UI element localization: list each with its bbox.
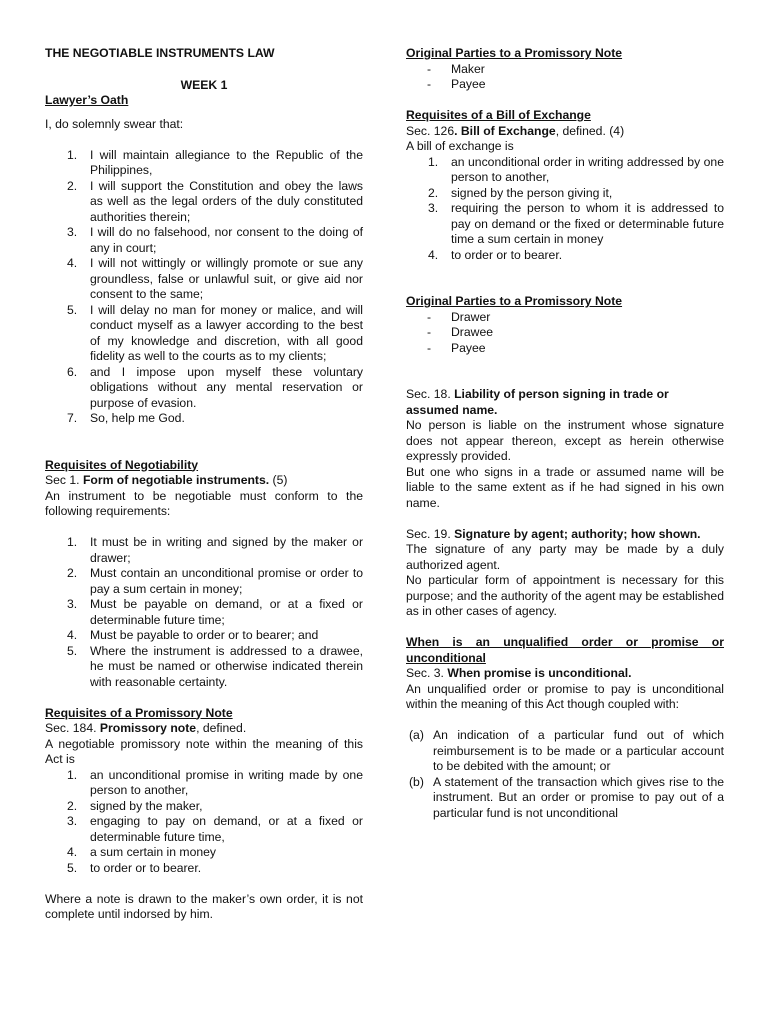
list-item bbox=[45, 628, 363, 644]
promissory-list bbox=[45, 768, 363, 877]
list-marker: 1. bbox=[428, 154, 439, 169]
oath-intro: I, do solemnly swear that: bbox=[45, 116, 184, 131]
sec18-paragraph-2: But one who signs in a trade or assumed name will be liable to the same extent as if he had signed in his own name. bbox=[406, 464, 724, 510]
list-item bbox=[45, 597, 363, 628]
list-item bbox=[406, 186, 724, 202]
negotiability-section-line bbox=[45, 473, 363, 489]
section-title: Form of negotiable instruments. bbox=[82, 473, 270, 487]
list-item-text: Must contain an unconditional promise or order to pay a sum certain in money; bbox=[90, 566, 363, 596]
list-item-text: An indication of a particular fund out of which reimbursement is to be made or a particular account to be debited with the amount; or bbox=[433, 728, 724, 773]
list-item bbox=[406, 310, 724, 326]
section-number: Sec. 19. bbox=[406, 526, 455, 541]
promissory-section-line bbox=[45, 721, 363, 737]
list-item-text: signed by the person giving it, bbox=[451, 185, 613, 200]
list-item bbox=[45, 861, 363, 877]
list-marker: 2. bbox=[67, 178, 78, 193]
list-marker: 3. bbox=[67, 597, 78, 611]
list-marker: - bbox=[427, 325, 432, 339]
list-item bbox=[45, 303, 363, 365]
section-number: Sec. 126 bbox=[406, 123, 455, 138]
list-marker: - bbox=[427, 77, 432, 91]
list-item-text: Drawer bbox=[451, 309, 491, 324]
section-suffix: , defined. bbox=[196, 721, 247, 735]
list-item-text: Payee bbox=[451, 340, 486, 355]
list-item-text: So, help me God. bbox=[90, 411, 185, 425]
list-item-text: Drawee bbox=[451, 325, 493, 339]
sec3-title-line bbox=[406, 666, 724, 682]
bill-section-line bbox=[406, 124, 724, 140]
list-item bbox=[406, 341, 724, 357]
list-marker: - bbox=[427, 61, 432, 76]
promissory-intro: A negotiable promissory note within the meaning of this Act is bbox=[45, 736, 363, 766]
promissory-heading: Requisites of a Promissory Note bbox=[45, 705, 233, 720]
list-item-text: I will do no falsehood, nor consent to the doing of any in court; bbox=[90, 225, 363, 255]
bill-heading: Requisites of a Bill of Exchange bbox=[406, 108, 591, 122]
list-marker: 1. bbox=[67, 147, 78, 162]
list-marker: 4. bbox=[67, 256, 78, 270]
list-item-text: A statement of the transaction which gives rise to the instrument. But an order or promise to pay out of a particular fund is not unconditional bbox=[433, 774, 724, 820]
list-item-text: Where the instrument is addressed to a drawee, he must be named or otherwise indicated therein with reasonable certainty. bbox=[90, 643, 363, 689]
list-item-text: Must be payable to order or to bearer; and bbox=[90, 628, 319, 642]
section-number: Sec. 184. bbox=[45, 721, 100, 735]
unconditional-list bbox=[406, 728, 724, 821]
list-marker: (a) bbox=[409, 728, 424, 742]
section-number: Sec. 3. bbox=[406, 666, 448, 680]
promissory-closing: Where a note is drawn to the maker’s own order, it is not complete until indorsed by him. bbox=[45, 891, 363, 921]
list-marker: 5. bbox=[67, 643, 78, 658]
list-item-text: It must be in writing and signed by the maker or drawer; bbox=[90, 535, 363, 565]
list-item-text: to order or to bearer. bbox=[90, 860, 202, 875]
list-marker: 3. bbox=[67, 225, 78, 239]
list-item-text: I will delay no man for money or malice, and will conduct myself as a lawyer according to the best of my knowledge and discretion, with all good fidelity as well to the courts as to my clients; bbox=[90, 302, 363, 363]
section-suffix: (5) bbox=[269, 473, 288, 487]
list-item bbox=[406, 155, 724, 186]
oath-heading: Lawyer’s Oath bbox=[45, 93, 129, 107]
section-number: Sec. 18. bbox=[406, 387, 455, 401]
list-item bbox=[406, 775, 724, 822]
section-number: Sec 1. bbox=[45, 473, 83, 487]
section-suffix: , defined. (4) bbox=[555, 123, 625, 138]
list-item-text: to order or to bearer. bbox=[451, 247, 563, 262]
unconditional-intro: An unqualified order or promise to pay is unconditional within the meaning of this Act though coupled with: bbox=[406, 681, 724, 711]
list-marker: - bbox=[427, 309, 432, 324]
right-column bbox=[406, 46, 724, 821]
sec18-paragraph-1: No person is liable on the instrument whose signature does not appear thereon, except as herein otherwise expressly provided. bbox=[406, 418, 724, 463]
list-item bbox=[45, 256, 363, 303]
list-item-text: Must be payable on demand, or at a fixed or determinable future time; bbox=[90, 597, 363, 627]
negotiability-list bbox=[45, 535, 363, 690]
list-item bbox=[45, 768, 363, 799]
negotiability-intro: An instrument to be negotiable must conform to the following requirements: bbox=[45, 488, 363, 518]
list-item bbox=[406, 248, 724, 264]
parties-bill-list bbox=[406, 310, 724, 357]
negotiability-heading: Requisites of Negotiability bbox=[45, 457, 199, 472]
list-item-text: Maker bbox=[451, 61, 485, 76]
list-item-text: requiring the person to whom it is addressed to pay on demand or the fixed or determinable future time a sum certain in money bbox=[451, 201, 724, 246]
document-title: THE NEGOTIABLE INSTRUMENTS LAW bbox=[45, 46, 275, 60]
list-item bbox=[45, 225, 363, 256]
list-item bbox=[45, 148, 363, 179]
section-title: Signature by agent; authority; how shown. bbox=[454, 526, 701, 541]
list-item bbox=[45, 566, 363, 597]
list-item bbox=[406, 201, 724, 248]
list-marker: 4. bbox=[67, 845, 78, 859]
bill-list bbox=[406, 155, 724, 264]
list-marker: 2. bbox=[67, 798, 78, 813]
list-item bbox=[45, 799, 363, 815]
list-marker: 1. bbox=[67, 535, 78, 549]
list-marker: 5. bbox=[67, 302, 78, 317]
list-item bbox=[45, 535, 363, 566]
list-item-text: engaging to pay on demand, or at a fixed or determinable future time, bbox=[90, 814, 363, 844]
list-marker: 7. bbox=[67, 411, 78, 425]
list-item-text: I will support the Constitution and obey the laws as well as the legal orders of the duly constituted authorities therein; bbox=[90, 178, 363, 224]
list-item-text: and I impose upon myself these voluntary obligations without any mental reservation or purpose of evasion. bbox=[90, 364, 363, 410]
list-item bbox=[406, 325, 724, 341]
sec18-title-line bbox=[406, 387, 724, 418]
list-marker: (b) bbox=[409, 774, 424, 789]
list-item bbox=[45, 411, 363, 427]
list-marker: 4. bbox=[67, 628, 78, 642]
list-marker: 4. bbox=[428, 247, 439, 262]
list-item bbox=[45, 845, 363, 861]
sec19-title-line bbox=[406, 527, 724, 543]
list-marker: 2. bbox=[67, 566, 78, 580]
list-item-text: signed by the maker, bbox=[90, 798, 203, 813]
list-item bbox=[45, 644, 363, 691]
list-item bbox=[45, 365, 363, 412]
list-marker: 2. bbox=[428, 185, 439, 200]
list-item-text: an unconditional promise in writing made by one person to another, bbox=[90, 767, 363, 797]
list-item-text: I will not wittingly or willingly promote or sue any groundless, false or unlawful suit, or give aid nor consent to the same; bbox=[90, 256, 363, 301]
parties-note-heading: Original Parties to a Promissory Note bbox=[406, 46, 623, 60]
oath-list bbox=[45, 148, 363, 427]
sec19-paragraph-2: No particular form of appointment is necessary for this purpose; and the authority of the agent may be established as in other cases of agency. bbox=[406, 573, 724, 618]
list-marker: 6. bbox=[67, 364, 78, 379]
list-item bbox=[45, 179, 363, 226]
list-item bbox=[406, 728, 724, 775]
section-title: When promise is unconditional. bbox=[447, 666, 632, 680]
list-item-text: I will maintain allegiance to the Republic of the Philippines, bbox=[90, 147, 363, 177]
list-marker: 3. bbox=[428, 201, 439, 215]
list-item bbox=[406, 62, 724, 78]
unconditional-heading: When is an unqualified order or promise or unconditional bbox=[406, 635, 724, 665]
list-item-text: a sum certain in money bbox=[90, 845, 216, 859]
parties-note-list bbox=[406, 62, 724, 93]
bill-intro: A bill of exchange is bbox=[406, 139, 514, 153]
list-marker: - bbox=[427, 340, 432, 355]
sec19-paragraph-1: The signature of any party may be made by a duly authorized agent. bbox=[406, 542, 724, 572]
list-item-text: Payee bbox=[451, 77, 486, 91]
section-title: Liability of person signing in trade or assumed name. bbox=[406, 387, 669, 417]
list-marker: 5. bbox=[67, 860, 78, 875]
list-marker: 3. bbox=[67, 814, 78, 828]
list-item bbox=[406, 77, 724, 93]
section-title: Promissory note bbox=[99, 721, 197, 735]
list-item bbox=[45, 814, 363, 845]
week-heading: WEEK 1 bbox=[180, 77, 228, 92]
left-column bbox=[45, 46, 363, 923]
section-title: . Bill of Exchange bbox=[454, 123, 556, 138]
parties-bill-heading: Original Parties to a Promissory Note bbox=[406, 294, 623, 308]
list-marker: 1. bbox=[67, 767, 78, 782]
list-item-text: an unconditional order in writing addressed by one person to another, bbox=[451, 154, 724, 184]
